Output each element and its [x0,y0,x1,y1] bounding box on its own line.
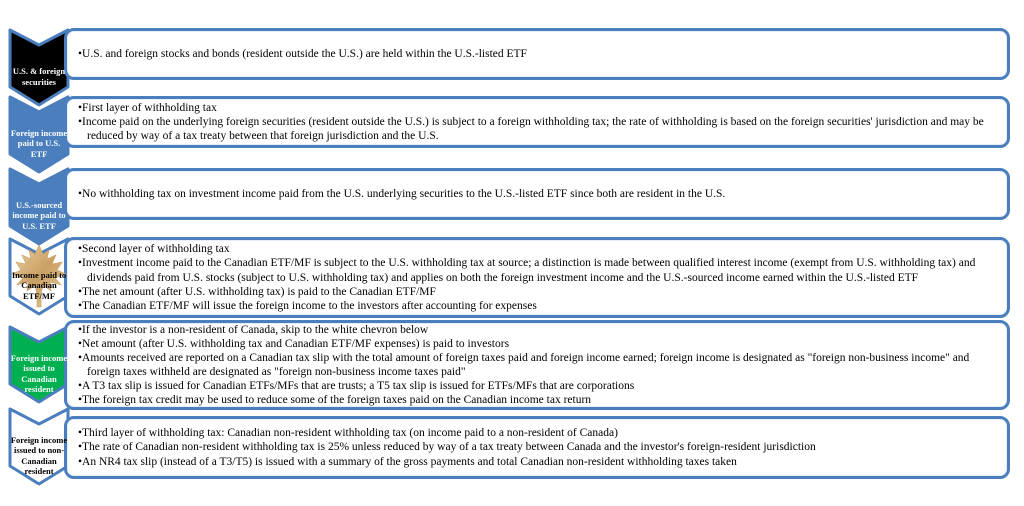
bullet-item: • A T3 tax slip is issued for Canadian ETFs/MFs that are trusts; a T5 tax slip is issued for ETFs/MFs that are corporations [74,379,997,393]
bullet-item: • The rate of Canadian non-resident withholding tax is 25% unless reduced by way of a tax treaty between Canada and the investor's foreign-resident jurisdiction [74,440,997,454]
step-chevron-label-3: U.S.-sourced income paid to U.S. ETF [12,200,66,231]
bullet-item: • The foreign tax credit may be used to reduce some of the foreign taxes paid on the Canadian income tax return [74,393,997,407]
bullet-item: • No withholding tax on investment income paid from the U.S. underlying securities to the U.S.-listed ETF since both are resident in the U.S. [74,187,997,201]
step-text-box-5 [64,320,1010,410]
step-chevron-6 [8,407,70,487]
step-chevron-label-4: Income paid to Canadian ETF/MF [11,270,67,301]
bullet-item: • If the investor is a non-resident of Canada, skip to the white chevron below [74,323,997,337]
step-text-box-6 [64,416,1010,479]
bullet-item: • Investment income paid to the Canadian ETF/MF is subject to the U.S. withholding tax at source; a distinction is made between qualified interest income (exempt from U.S. withholding tax) and dividends paid from U.S. stocks (subject to U.S. withholding tax) and applies on both the foreign investment income and the U.S.-sourced income earned within the U.S.-listed ETF [74,256,997,284]
bullet-item: • The Canadian ETF/MF will issue the foreign income to the investors after accounting for expenses [74,299,997,313]
step-chevron-1 [8,28,70,108]
bullet-item: • Third layer of withholding tax: Canadian non-resident withholding tax (on income paid to a non-resident of Canada) [74,426,997,440]
step-chevron-label-5: Foreign income issued to Canadian resident [10,353,68,394]
bullet-item: • Income paid on the underlying foreign securities (resident outside the U.S.) is subject to a foreign withholding tax; the rate of withholding is based on the foreign securities' jurisdiction and may be reduced by way of a tax treaty between that foreign jurisdiction and the U.S. [74,115,997,143]
step-chevron-5 [8,325,70,405]
bullet-item: • The net amount (after U.S. withholding tax) is paid to the Canadian ETF/MF [74,285,997,299]
step-chevron-2 [8,95,70,175]
step-text-box-3 [64,168,1010,220]
bullet-item: • Amounts received are reported on a Canadian tax slip with the total amount of foreign taxes paid and foreign income earned; foreign income is designated as "foreign non-business income" and foreign taxes withheld are designated as "foreign non-business income taxes paid" [74,351,997,379]
step-chevron-label-6: Foreign income issued to non-Canadian resident [10,435,68,476]
step-chevron-3 [8,167,70,247]
step-text-box-1 [64,28,1010,80]
step-chevron-4 [8,237,70,317]
bullet-item: • Net amount (after U.S. withholding tax and Canadian ETF/MF expenses) is paid to investors [74,337,997,351]
bullet-item: • U.S. and foreign stocks and bonds (resident outside the U.S.) are held within the U.S.-listed ETF [74,47,997,61]
bullet-item: • An NR4 tax slip (instead of a T3/T5) is issued with a summary of the gross payments and total Canadian non-resident withholding taxes taken [74,455,997,469]
step-chevron-label-1: U.S. & foreign securities [12,66,66,87]
step-chevron-label-2: Foreign income paid to U.S. ETF [10,128,68,159]
step-text-box-4 [64,237,1010,318]
bullet-item: • Second layer of withholding tax [74,242,997,256]
bullet-item: • First layer of withholding tax [74,101,997,115]
step-text-box-2 [64,96,1010,148]
